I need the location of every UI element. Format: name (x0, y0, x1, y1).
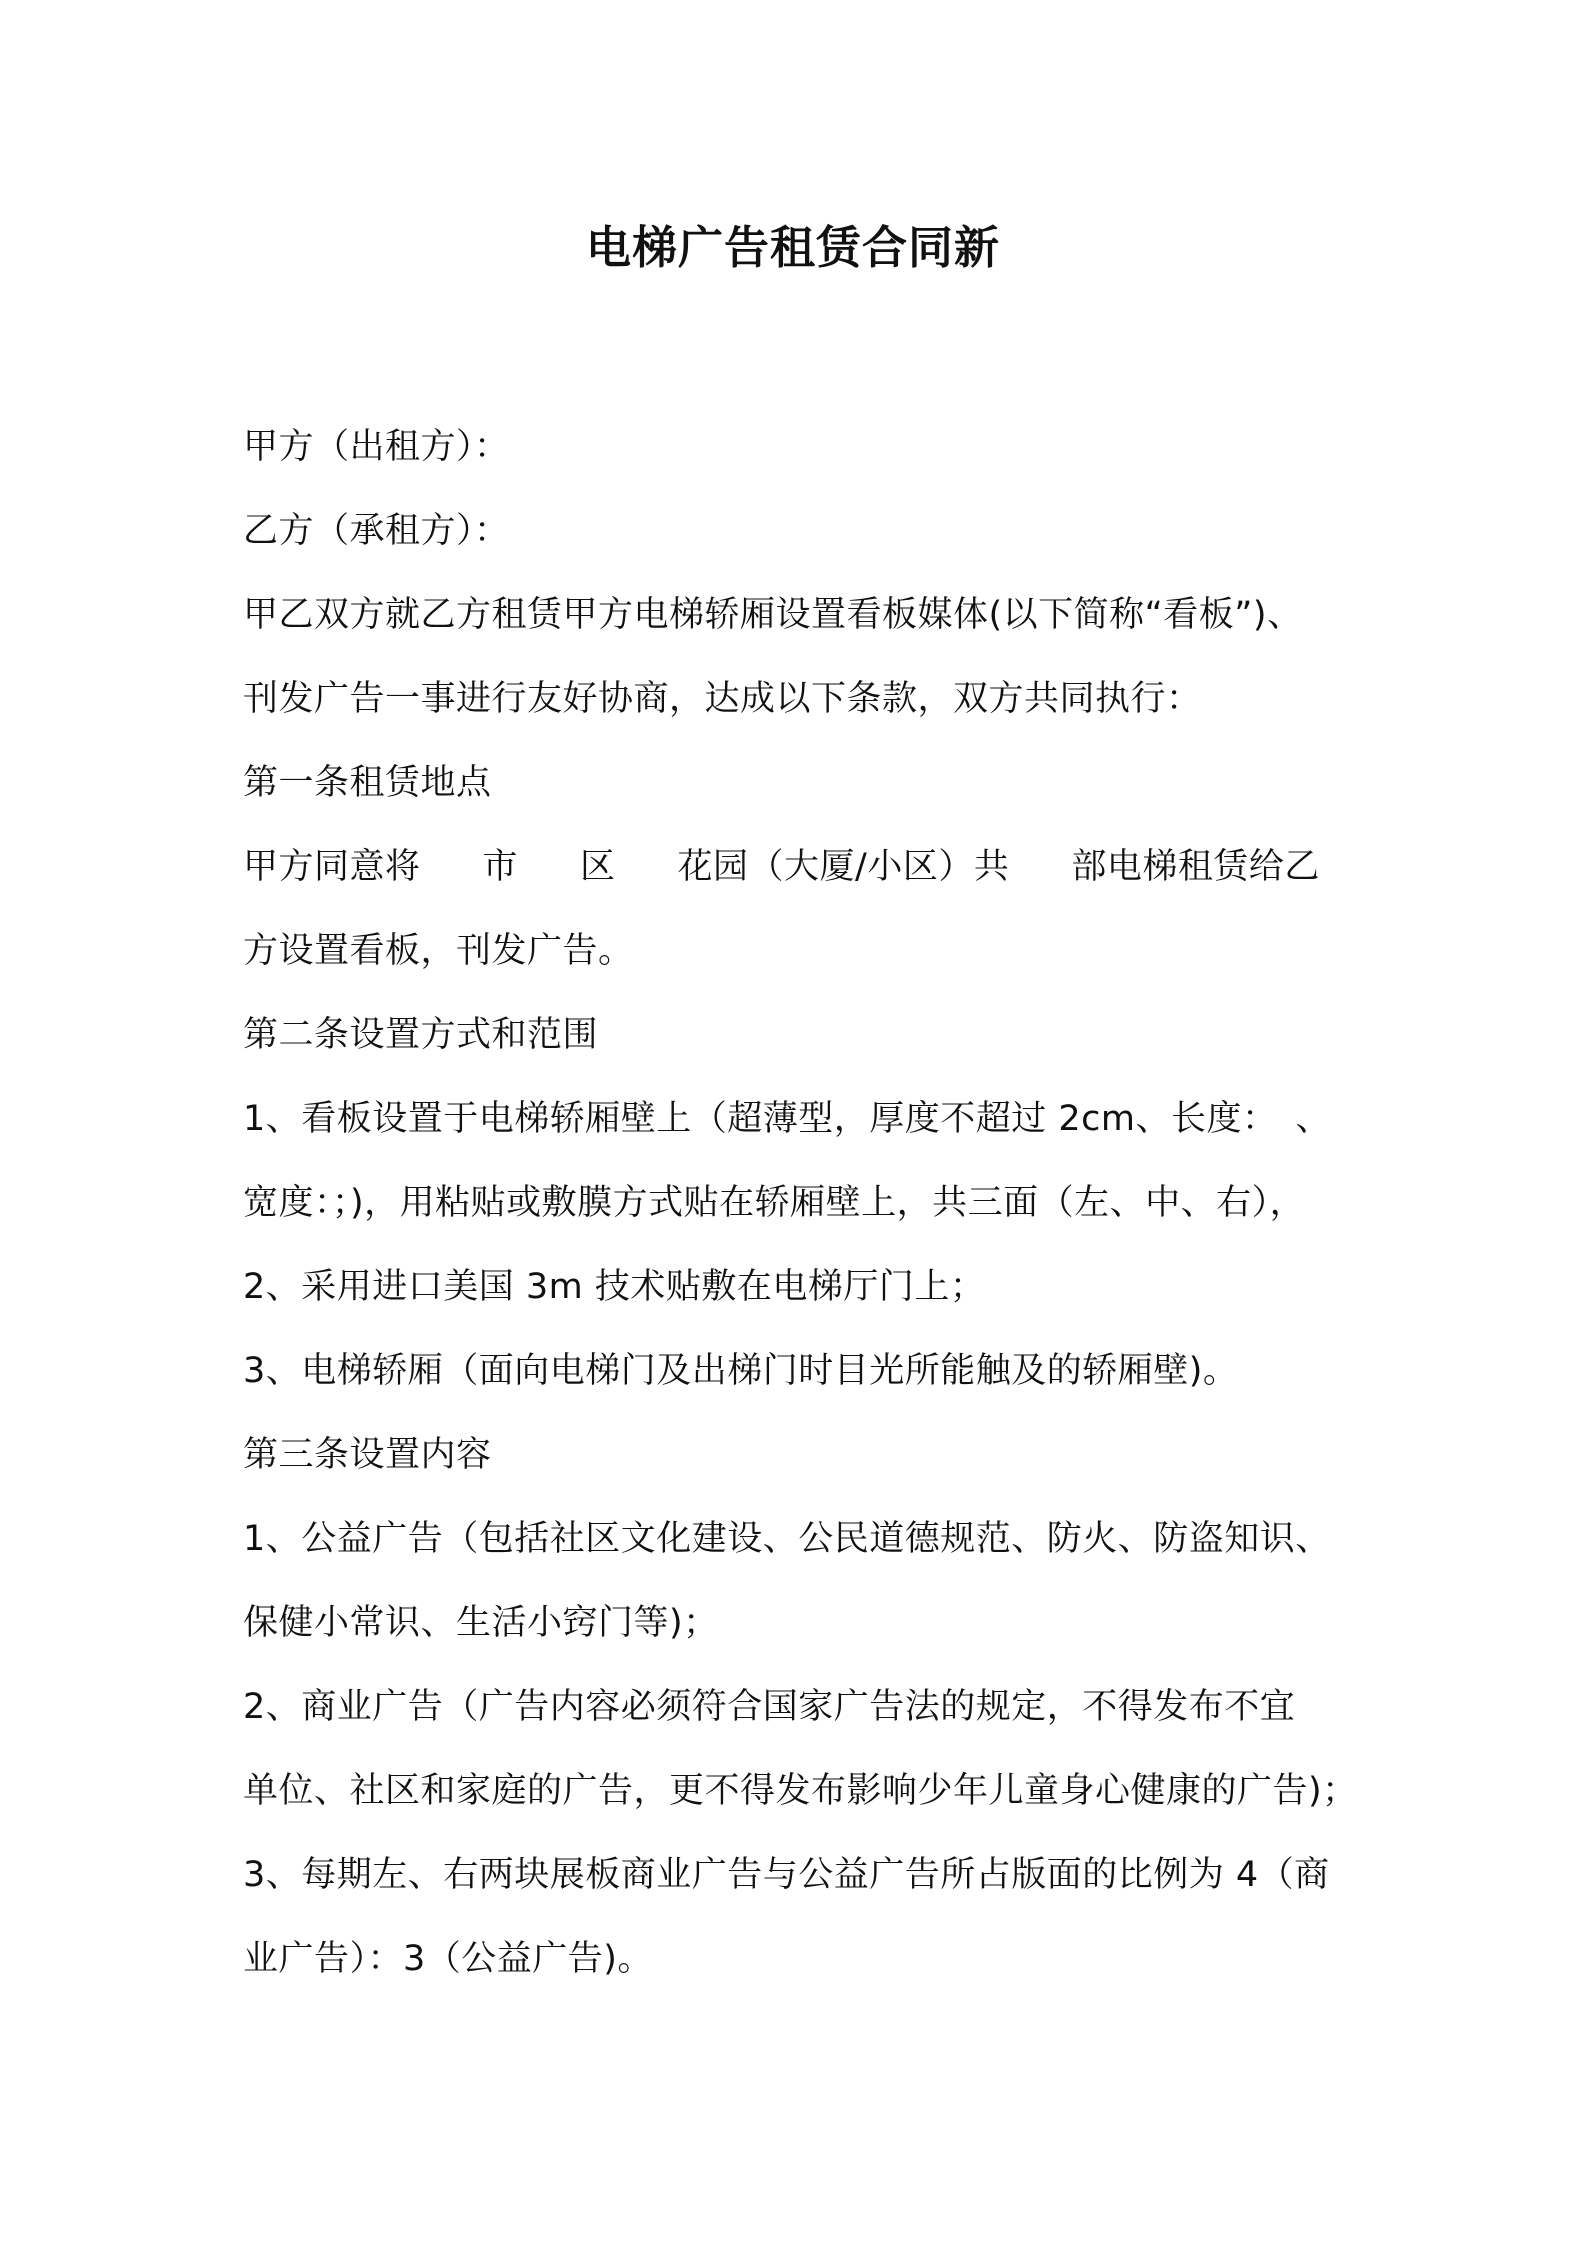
article1-segment: 花园（大厦/小区）共 (677, 847, 1010, 887)
article2-line: 宽度：；)，用粘贴或敷膜方式贴在轿厢壁上，共三面（左、中、右）， (243, 1183, 1306, 1223)
party-a-line: 甲方（出租方）： (243, 427, 510, 467)
article1-heading: 第一条租赁地点 (243, 763, 492, 803)
article2-line: 2、采用进口美国 3m 技术贴敷在电梯厅门上； (243, 1267, 986, 1307)
article2-line: 3、电梯轿厢（面向电梯门及出梯门时目光所能触及的轿厢壁)。 (243, 1351, 1239, 1391)
article1-segment: 区 (580, 847, 616, 887)
article1-line-2: 方设置看板，刊发广告。 (243, 931, 634, 971)
article3-line: 业广告）：3（公益广告)。 (243, 1939, 653, 1979)
article3-line: 2、商业广告（广告内容必须符合国家广告法的规定，不得发布不宜 (243, 1687, 1296, 1727)
article1-segment: 部电梯租赁给乙 (1071, 847, 1320, 887)
article2-line: 1、看板设置于电梯轿厢壁上（超薄型，厚度不超过 2cm、长度： 、 (243, 1099, 1332, 1139)
article1-segment: 市 (482, 847, 519, 887)
document-title: 电梯广告租赁合同新 (585, 221, 1000, 274)
article3-line: 3、每期左、右两块展板商业广告与公益广告所占版面的比例为 4（商 (243, 1855, 1330, 1895)
article3-line: 1、公益广告（包括社区文化建设、公民道德规范、防火、防盗知识、 (243, 1519, 1331, 1559)
article2-heading: 第二条设置方式和范围 (243, 1015, 599, 1055)
article1-line-1 (243, 825, 1383, 909)
article1-segment: 甲方同意将 (243, 847, 421, 887)
article3-line: 保健小常识、生活小窍门等)； (243, 1603, 719, 1643)
intro-line-1: 甲乙双方就乙方租赁甲方电梯轿厢设置看板媒体(以下简称“看板”)、 (243, 595, 1303, 635)
intro-line-2: 刊发广告一事进行友好协商，达成以下条款，双方共同执行： (243, 679, 1202, 719)
party-b-line: 乙方（承租方）： (243, 511, 510, 551)
article3-heading: 第三条设置内容 (243, 1435, 492, 1475)
document-body (243, 405, 1383, 2001)
article3-line: 单位、社区和家庭的广告，更不得发布影响少年儿童身心健康的广告)； (243, 1771, 1358, 1811)
